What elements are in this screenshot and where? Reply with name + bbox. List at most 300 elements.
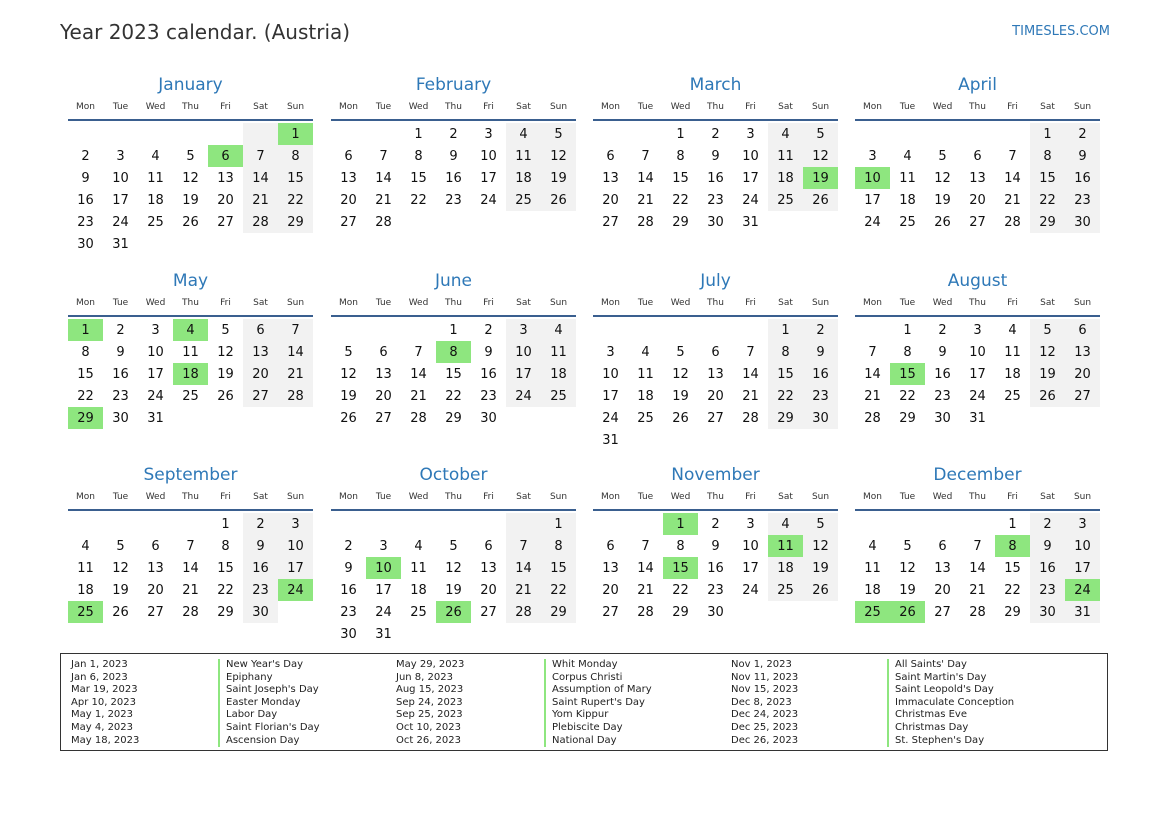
weekend-day: 17 xyxy=(278,557,313,579)
weekday-label: Mon xyxy=(76,102,95,112)
empty-day xyxy=(68,123,103,145)
day: 19 xyxy=(340,388,357,404)
day: 23 xyxy=(112,388,129,404)
month-name: January xyxy=(158,75,223,95)
month-january xyxy=(68,73,313,255)
day-grid xyxy=(855,319,1100,429)
day: 26 xyxy=(934,214,951,230)
holiday-day: 8 xyxy=(436,341,471,363)
weekday-label: Wed xyxy=(670,298,691,308)
empty-day xyxy=(890,513,925,535)
weekday-label: Tue xyxy=(637,298,654,308)
empty-day xyxy=(960,513,995,535)
day: 4 xyxy=(414,538,423,554)
weekend-day: 18 xyxy=(506,167,541,189)
holiday-dates-column xyxy=(71,659,201,747)
holiday-date: Nov 15, 2023 xyxy=(731,684,799,696)
weekend-day: 14 xyxy=(506,557,541,579)
empty-day xyxy=(593,123,628,145)
day: 18 xyxy=(77,582,94,598)
day: 16 xyxy=(77,192,94,208)
weekend-day: 12 xyxy=(803,145,838,167)
empty-day xyxy=(331,513,366,535)
day: 5 xyxy=(903,538,912,554)
day: 5 xyxy=(676,344,685,360)
month-divider xyxy=(331,509,576,511)
day: 19 xyxy=(182,192,199,208)
weekend-day: 25 xyxy=(541,385,576,407)
weekday-label: Fri xyxy=(220,298,231,308)
empty-day xyxy=(68,513,103,535)
weekday-label: Sun xyxy=(1073,102,1092,112)
day: 3 xyxy=(868,148,877,164)
weekday-header xyxy=(855,487,1100,507)
month-divider xyxy=(855,315,1100,317)
weekday-label: Mon xyxy=(863,102,882,112)
weekend-day: 30 xyxy=(1065,211,1100,233)
weekday-label: Sun xyxy=(549,492,568,502)
weekday-label: Sun xyxy=(286,102,305,112)
day: 18 xyxy=(637,388,654,404)
day: 26 xyxy=(340,410,357,426)
weekend-day: 30 xyxy=(803,407,838,429)
weekend-day: 20 xyxy=(243,363,278,385)
weekday-label: Sat xyxy=(516,298,531,308)
empty-day xyxy=(103,513,138,535)
day: 24 xyxy=(147,388,164,404)
weekend-day: 19 xyxy=(1030,363,1065,385)
weekend-day: 31 xyxy=(1065,601,1100,623)
empty-day xyxy=(471,513,506,535)
weekday-label: Sun xyxy=(549,298,568,308)
month-name: September xyxy=(143,465,238,485)
month-august xyxy=(855,269,1100,429)
day: 22 xyxy=(77,388,94,404)
holiday-name: Corpus Christi xyxy=(552,671,623,683)
weekday-label: Thu xyxy=(969,298,986,308)
day: 13 xyxy=(969,170,986,186)
day: 12 xyxy=(112,560,129,576)
day: 10 xyxy=(742,538,759,554)
day: 2 xyxy=(938,322,947,338)
day: 3 xyxy=(116,148,125,164)
day: 7 xyxy=(973,538,982,554)
day: 17 xyxy=(602,388,619,404)
weekday-label: Mon xyxy=(76,298,95,308)
day: 14 xyxy=(864,366,881,382)
site-link[interactable]: TIMESLES.COM xyxy=(1012,24,1110,39)
day: 3 xyxy=(379,538,388,554)
weekday-label: Sun xyxy=(1073,492,1092,502)
weekday-label: Thu xyxy=(969,102,986,112)
weekday-label: Thu xyxy=(707,102,724,112)
day: 3 xyxy=(746,516,755,532)
day: 14 xyxy=(742,366,759,382)
weekend-day: 7 xyxy=(278,319,313,341)
day: 2 xyxy=(449,126,458,142)
weekend-day: 18 xyxy=(768,167,803,189)
day: 10 xyxy=(742,148,759,164)
weekday-label: Wed xyxy=(932,298,953,308)
holiday-day: 25 xyxy=(855,601,890,623)
month-name: June xyxy=(434,271,473,291)
weekend-day: 7 xyxy=(243,145,278,167)
month-name: April xyxy=(958,75,997,95)
weekend-day: 12 xyxy=(803,535,838,557)
day: 24 xyxy=(742,582,759,598)
day: 13 xyxy=(375,366,392,382)
month-divider xyxy=(331,315,576,317)
day: 9 xyxy=(711,148,720,164)
weekend-day: 8 xyxy=(768,341,803,363)
holiday-date: Nov 11, 2023 xyxy=(731,671,799,683)
holiday-day: 24 xyxy=(278,579,313,601)
weekday-label: Sat xyxy=(1040,298,1055,308)
empty-day xyxy=(103,123,138,145)
weekday-label: Fri xyxy=(745,298,756,308)
holiday-name: Epiphany xyxy=(226,671,273,683)
day: 23 xyxy=(445,192,462,208)
month-april xyxy=(855,73,1100,233)
weekend-day: 2 xyxy=(1065,123,1100,145)
holiday-name: Christmas Day xyxy=(895,721,969,733)
weekday-label: Wed xyxy=(145,102,166,112)
weekday-header xyxy=(593,293,838,313)
day: 28 xyxy=(742,410,759,426)
weekday-label: Fri xyxy=(1007,492,1018,502)
month-name: December xyxy=(933,465,1022,485)
weekday-label: Sat xyxy=(778,298,793,308)
day: 7 xyxy=(1008,148,1017,164)
day: 19 xyxy=(934,192,951,208)
day: 8 xyxy=(414,148,423,164)
day: 17 xyxy=(375,582,392,598)
weekday-label: Sun xyxy=(286,298,305,308)
day: 29 xyxy=(899,410,916,426)
day: 14 xyxy=(969,560,986,576)
weekend-day: 12 xyxy=(1030,341,1065,363)
holiday-date: May 29, 2023 xyxy=(396,659,465,670)
weekday-label: Tue xyxy=(112,492,129,502)
day: 4 xyxy=(151,148,160,164)
holiday-date: Mar 19, 2023 xyxy=(71,684,138,696)
day: 11 xyxy=(899,170,916,186)
empty-day xyxy=(243,123,278,145)
day: 8 xyxy=(81,344,90,360)
day: 16 xyxy=(480,366,497,382)
holiday-date: Sep 25, 2023 xyxy=(396,709,463,721)
day: 13 xyxy=(602,560,619,576)
weekday-label: Tue xyxy=(899,298,916,308)
day: 13 xyxy=(480,560,497,576)
weekend-day: 29 xyxy=(278,211,313,233)
day-grid xyxy=(68,513,313,623)
empty-day xyxy=(855,319,890,341)
day-grid xyxy=(593,513,838,623)
weekday-label: Sat xyxy=(516,492,531,502)
weekday-label: Thu xyxy=(707,298,724,308)
month-name: May xyxy=(172,271,209,291)
day: 20 xyxy=(602,582,619,598)
weekday-label: Fri xyxy=(483,298,494,308)
weekend-day: 14 xyxy=(243,167,278,189)
weekend-day: 10 xyxy=(506,341,541,363)
weekday-label: Wed xyxy=(408,102,429,112)
day: 22 xyxy=(1004,582,1021,598)
weekend-day: 29 xyxy=(1030,211,1065,233)
weekend-day: 2 xyxy=(803,319,838,341)
empty-day xyxy=(173,513,208,535)
day: 13 xyxy=(707,366,724,382)
month-divider xyxy=(593,119,838,121)
day: 21 xyxy=(742,388,759,404)
holiday-name: Saint Leopold's Day xyxy=(895,684,994,696)
day: 28 xyxy=(864,410,881,426)
weekend-day: 15 xyxy=(768,363,803,385)
weekend-day: 9 xyxy=(243,535,278,557)
day: 1 xyxy=(221,516,230,532)
weekday-label: Thu xyxy=(707,492,724,502)
weekday-label: Fri xyxy=(220,102,231,112)
month-divider xyxy=(593,315,838,317)
day: 16 xyxy=(340,582,357,598)
day: 18 xyxy=(864,582,881,598)
day: 12 xyxy=(340,366,357,382)
day: 27 xyxy=(969,214,986,230)
weekend-day: 9 xyxy=(803,341,838,363)
holiday-day: 10 xyxy=(855,167,890,189)
day: 21 xyxy=(410,388,427,404)
weekend-day: 19 xyxy=(803,557,838,579)
weekend-day: 13 xyxy=(1065,341,1100,363)
day: 2 xyxy=(711,516,720,532)
empty-day xyxy=(698,319,733,341)
day: 20 xyxy=(375,388,392,404)
day: 19 xyxy=(112,582,129,598)
holiday-date: Dec 26, 2023 xyxy=(731,734,799,746)
weekday-label: Sat xyxy=(1040,492,1055,502)
holiday-date: Nov 1, 2023 xyxy=(731,659,792,670)
day: 19 xyxy=(899,582,916,598)
day: 27 xyxy=(934,604,951,620)
day: 15 xyxy=(672,170,689,186)
day: 6 xyxy=(606,148,615,164)
empty-day xyxy=(593,513,628,535)
day: 12 xyxy=(934,170,951,186)
holiday-day: 15 xyxy=(663,557,698,579)
day: 24 xyxy=(969,388,986,404)
holiday-date: Oct 26, 2023 xyxy=(396,734,461,746)
day: 30 xyxy=(934,410,951,426)
weekend-day: 28 xyxy=(506,601,541,623)
day: 8 xyxy=(676,148,685,164)
weekend-day: 21 xyxy=(278,363,313,385)
weekend-day: 9 xyxy=(1030,535,1065,557)
empty-day xyxy=(436,513,471,535)
day: 20 xyxy=(969,192,986,208)
day: 28 xyxy=(969,604,986,620)
month-november xyxy=(593,463,838,623)
holiday-day: 15 xyxy=(890,363,925,385)
day: 14 xyxy=(410,366,427,382)
month-february xyxy=(331,73,576,233)
day: 3 xyxy=(746,126,755,142)
day: 17 xyxy=(742,170,759,186)
holiday-name: Labor Day xyxy=(226,709,278,721)
weekend-day: 6 xyxy=(1065,319,1100,341)
empty-day xyxy=(995,123,1030,145)
day: 6 xyxy=(606,538,615,554)
empty-day xyxy=(593,319,628,341)
weekend-day: 25 xyxy=(506,189,541,211)
weekday-label: Wed xyxy=(408,298,429,308)
weekend-day: 11 xyxy=(768,145,803,167)
holiday-date: Jan 6, 2023 xyxy=(71,671,128,683)
month-divider xyxy=(68,509,313,511)
weekday-label: Tue xyxy=(899,492,916,502)
holiday-day: 11 xyxy=(768,535,803,557)
holiday-date: Dec 8, 2023 xyxy=(731,696,792,708)
weekend-day: 7 xyxy=(506,535,541,557)
day: 11 xyxy=(637,366,654,382)
day: 10 xyxy=(112,170,129,186)
month-july xyxy=(593,269,838,451)
day: 29 xyxy=(445,410,462,426)
weekday-label: Tue xyxy=(637,102,654,112)
holiday-names-column xyxy=(544,659,652,747)
weekday-label: Tue xyxy=(375,492,392,502)
weekday-label: Sat xyxy=(778,492,793,502)
day: 23 xyxy=(934,388,951,404)
weekday-label: Wed xyxy=(932,102,953,112)
day: 19 xyxy=(445,582,462,598)
weekend-day: 5 xyxy=(803,513,838,535)
weekday-label: Sun xyxy=(549,102,568,112)
weekend-day: 26 xyxy=(1030,385,1065,407)
month-september xyxy=(68,463,313,623)
empty-day xyxy=(925,123,960,145)
holiday-day: 25 xyxy=(68,601,103,623)
day: 7 xyxy=(186,538,195,554)
day: 11 xyxy=(1004,344,1021,360)
weekend-day: 1 xyxy=(1030,123,1065,145)
weekend-day: 21 xyxy=(243,189,278,211)
weekend-day: 3 xyxy=(506,319,541,341)
weekend-day: 9 xyxy=(1065,145,1100,167)
day: 25 xyxy=(147,214,164,230)
day: 4 xyxy=(868,538,877,554)
day: 6 xyxy=(973,148,982,164)
day: 15 xyxy=(217,560,234,576)
holiday-names-column xyxy=(218,659,320,747)
day: 15 xyxy=(410,170,427,186)
weekday-label: Mon xyxy=(601,102,620,112)
empty-day xyxy=(733,319,768,341)
holiday-name: Saint Florian's Day xyxy=(226,721,320,733)
holiday-day: 1 xyxy=(68,319,103,341)
weekday-label: Wed xyxy=(145,298,166,308)
day: 16 xyxy=(934,366,951,382)
day-grid xyxy=(331,319,576,429)
day: 9 xyxy=(938,344,947,360)
month-name: August xyxy=(947,271,1008,291)
holiday-date: Apr 10, 2023 xyxy=(71,696,137,708)
day: 17 xyxy=(742,560,759,576)
day: 10 xyxy=(602,366,619,382)
day: 30 xyxy=(112,410,129,426)
day: 11 xyxy=(182,344,199,360)
weekday-label: Fri xyxy=(1007,102,1018,112)
month-divider xyxy=(68,119,313,121)
day: 25 xyxy=(410,604,427,620)
month-name: February xyxy=(415,75,492,95)
day: 28 xyxy=(1004,214,1021,230)
day: 21 xyxy=(864,388,881,404)
day: 13 xyxy=(217,170,234,186)
weekend-day: 29 xyxy=(768,407,803,429)
day: 31 xyxy=(147,410,164,426)
weekday-label: Wed xyxy=(670,102,691,112)
weekday-label: Thu xyxy=(182,492,199,502)
holiday-name: New Year's Day xyxy=(226,659,304,670)
holiday-day: 24 xyxy=(1065,579,1100,601)
day: 26 xyxy=(182,214,199,230)
day: 26 xyxy=(112,604,129,620)
day: 24 xyxy=(112,214,129,230)
weekend-day: 8 xyxy=(278,145,313,167)
weekday-label: Sat xyxy=(1040,102,1055,112)
day: 31 xyxy=(742,214,759,230)
holiday-name: All Saints' Day xyxy=(895,659,967,670)
month-divider xyxy=(855,119,1100,121)
day: 24 xyxy=(864,214,881,230)
holiday-day: 19 xyxy=(803,167,838,189)
day: 20 xyxy=(147,582,164,598)
day: 24 xyxy=(480,192,497,208)
holiday-day: 6 xyxy=(208,145,243,167)
holiday-dates-column xyxy=(396,659,526,747)
day: 27 xyxy=(707,410,724,426)
day: 23 xyxy=(707,192,724,208)
empty-day xyxy=(138,513,173,535)
month-divider xyxy=(68,315,313,317)
day: 25 xyxy=(1004,388,1021,404)
weekday-label: Tue xyxy=(899,102,916,112)
weekend-day: 5 xyxy=(541,123,576,145)
day: 18 xyxy=(147,192,164,208)
day: 27 xyxy=(340,214,357,230)
weekend-day: 18 xyxy=(541,363,576,385)
weekend-day: 4 xyxy=(541,319,576,341)
weekday-label: Mon xyxy=(339,102,358,112)
day: 3 xyxy=(973,322,982,338)
day: 13 xyxy=(602,170,619,186)
weekend-day: 22 xyxy=(278,189,313,211)
weekday-header xyxy=(593,97,838,117)
weekday-label: Wed xyxy=(145,492,166,502)
day: 28 xyxy=(375,214,392,230)
weekday-label: Tue xyxy=(112,102,129,112)
month-december xyxy=(855,463,1100,623)
weekday-header xyxy=(855,293,1100,313)
day: 29 xyxy=(1004,604,1021,620)
holiday-name: Easter Monday xyxy=(226,696,301,708)
day: 11 xyxy=(147,170,164,186)
holiday-day: 18 xyxy=(173,363,208,385)
weekend-day: 20 xyxy=(1065,363,1100,385)
day: 6 xyxy=(379,344,388,360)
day: 4 xyxy=(81,538,90,554)
